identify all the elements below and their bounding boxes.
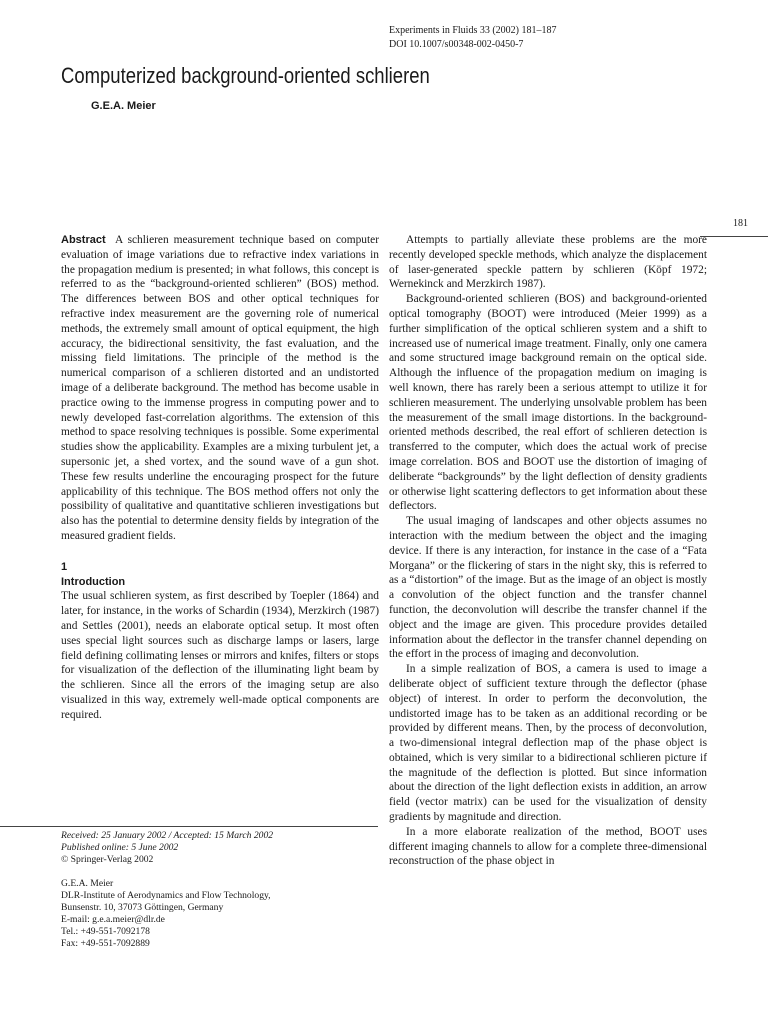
abstract-text: A schlieren measurement technique based on computer evaluation of image variations due to refractive index variations in the propagation medium is presented; in what follows, this concept is referred to as the “background-oriented schlieren” (BOS) method. The differences between BOS and other optical techniques for refractive index measurement are the governing role of numerical methods, the extremely small amount of optical equipment, the high accuracy, the bidirectional sensitivity, the fast evaluation, and the missing field limitations. The principle of the method is the numerical comparison of a schlieren distorted and an undistorted image of a deliberate background. The method has become usable in practice owing to the immense progress in computing power and to newly developed fast-correlation algorithms. The extension of this method to space resolving techniques is possible. Some experimental studies show the applicability. Examples are a mixing turbulent jet, a supersonic jet, a shed vortex, and the sound wave of a gun shot. These few results underline the encouraging prospect for the future applicability of this technique. The BOS method offers not only the possibility of qualitative and quantitative schlieren investigations but also has the potential to determine density fields by integration of the measured gradient fields. — [61, 234, 379, 542]
journal-header — [389, 24, 557, 52]
body-paragraph: The usual imaging of landscapes and other objects assumes no interaction with the medium between the object and the imaging device. If there is any interaction, for instance in the case of a “Fata Morgana” or the flickering of stars in the night sky, this is referred to as a “distortion” of the image. But as the image of an object is mostly a convolution of the object function and the transfer channel function, the deconvolution will describe the transfer channel if the object and the image are given. This procedure provides detailed information about the deflector in the transfer channel depending on the effort in the process of imaging and deconvolution. — [389, 515, 707, 661]
footnote-rule — [0, 826, 378, 827]
author-name: G.E.A. Meier — [91, 100, 156, 112]
left-column — [61, 233, 379, 723]
abstract-label: Abstract — [61, 234, 106, 246]
affiliation-name: G.E.A. Meier — [61, 878, 114, 889]
affiliation-email: E-mail: g.e.a.meier@dlr.de — [61, 914, 165, 925]
section-title: Introduction — [61, 575, 126, 588]
body-paragraph: Background-oriented schlieren (BOS) and background-oriented optical tomography (BOOT) were introduced (Meier 1999) as a further simplification of the optical schlieren system and a shift to increased use of numerical image treatment. Finally, only one camera and some structured image background remain on the optical side. Although the influence of the propagation medium on imaging is well known, there has rarely been a serious attempt to utilize it for schlieren measurement. The underlying unsolvable problem has been the measurement of the small image distortions. In the background-oriented methods described, the real effort of schlieren detection is transferred to the computer, which does the actual work of precise image correlation. BOS and BOOT use the distortion of imaging of deliberate “backgrounds” by the light deflection of density gradients or otherwise light scattering deflectors to get information about these deflectors. — [389, 293, 707, 513]
paper-title: Computerized background-oriented schlieren — [61, 63, 430, 88]
page-number: 181 — [733, 218, 748, 229]
received-date: Received: 25 January 2002 / Accepted: 15 March 2002 — [61, 830, 274, 841]
body-paragraph: In a more elaborate realization of the method, BOOT uses different imaging channels to allow for a complete three-dimensional reconstruction of the phase object in — [389, 825, 707, 868]
body-paragraph: In a simple realization of BOS, a camera is used to image a deliberate object of sufficient texture through the deflector (phase object) of interest. In order to perform the deconvolution, the undistorted image has to be taken as an additional recording or be provided by different means. Then, by the process of deconvolution, a two-dimensional integral deflection map of the phase object is obtained, which is very similar to a bidirectional schlieren picture if the magnitude of the deflection is plotted. But since information about the direction of the light deflection exists in addition, an arrow field (vector matrix) can be used for the visualization of density gradients by magnitude and direction. — [389, 663, 707, 824]
affiliation-fax: Fax: +49-551-7092889 — [61, 938, 150, 949]
copyright: © Springer-Verlag 2002 — [61, 854, 154, 865]
section-number: 1 — [61, 560, 68, 573]
affiliation-institute: DLR-Institute of Aerodynamics and Flow Technology, — [61, 890, 271, 901]
journal-citation: Experiments in Fluids 33 (2002) 181–187 — [389, 25, 557, 36]
abstract — [61, 233, 379, 544]
affiliation-address: Bunsenstr. 10, 37073 Göttingen, Germany — [61, 902, 224, 913]
published-date: Published online: 5 June 2002 — [61, 842, 179, 853]
page-number-rule — [700, 236, 768, 237]
footnote — [61, 830, 379, 950]
right-column — [389, 233, 707, 869]
journal-doi: DOI 10.1007/s00348-002-0450-7 — [389, 39, 524, 50]
body-paragraph: Attempts to partially alleviate these problems are the more recently developed speckle methods, which analyze the displacement of laser-generated speckle pattern by schlieren (Köpf 1972; Wernekinck and Merzkirch 1987). — [389, 234, 707, 291]
affiliation-tel: Tel.: +49-551-7092178 — [61, 926, 150, 937]
introduction-paragraph: The usual schlieren system, as first described by Toepler (1864) and later, for instance, in the works of Schardin (1934), Merzkirch (1987) and Settles (2001), needs an elaborate optical setup. It most often uses special light sources such as discharge lamps or lasers, large field defining collimating lenses or mirrors and knifes, filters or stops for visualization of the deflection of the illuminating light beam by the schlieren. Since all the errors of the imaging setup are also visualized in this way, extremely well-made optical components are required. — [61, 590, 379, 721]
